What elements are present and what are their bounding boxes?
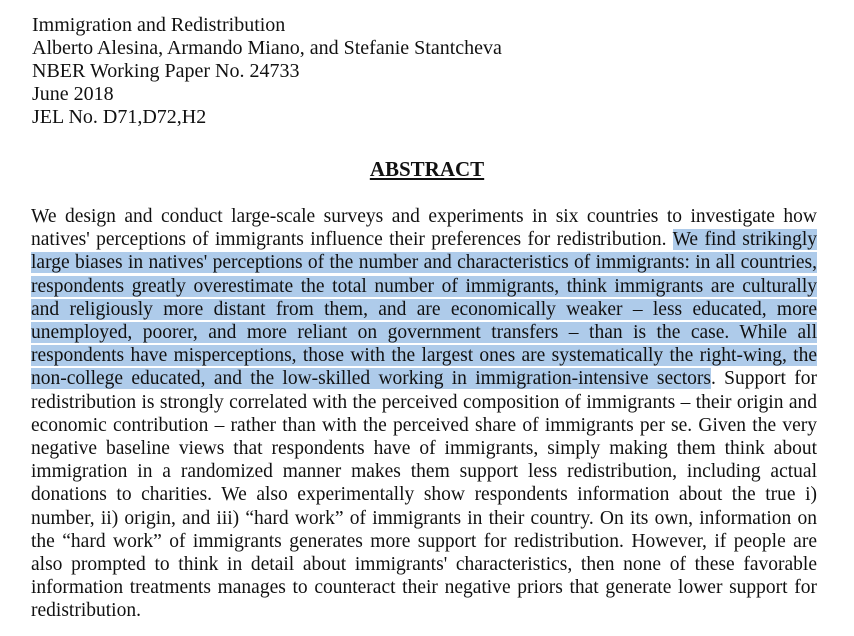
selected-text-highlight[interactable]: We find strikingly large biases in natives' perceptions of the number and characteristics of immigrants: in all countries, respondents greatly overestimate the total number of immigrants, think immigrants are culturally and religiously more distant from them, and are economically weaker – less educated, more unemployed, poorer, and more reliant on government transfers – than is the case. While all respondents have misperceptions, those with the largest ones are systematically the right-wing, the non-college educated, and the low-skilled working in immigration-intensive sectors — [31, 229, 817, 390]
abstract-heading: ABSTRACT — [369, 157, 485, 181]
paper-title: Immigration and Redistribution — [32, 14, 286, 36]
abstract-text-before-selection[interactable]: We design and conduct large-scale surveys and experiments in six countries to investigate how natives' perceptions of immigrants influence their preferences for redistribution. — [31, 206, 817, 251]
abstract-text-after-selection[interactable]: . Support for redistribution is strongly correlated with the perceived composition of immigrants – their origin and economic contribution – rather than with the perceived share of immigrants per se. Given the very negative baseline views that respondents have of immigrants, simply making them think about immigration in a randomized manner makes them support less redistribution, including actual donations to charities. We also experimentally show respondents information about the true i) number, ii) origin, and iii) “hard work” of immigrants in their country. On its own, information on the “hard work” of immigrants generates more support for redistribution. However, if people are also prompted to think in detail about immigrants' characteristics, then none of these favorable information treatments manages to counteract their negative priors that generate lower support for redistribution. — [31, 368, 817, 622]
paper-authors: Alberto Alesina, Armando Miano, and Stefanie Stantcheva — [32, 37, 502, 59]
abstract-body[interactable] — [31, 205, 817, 623]
paper-header — [32, 14, 502, 129]
paper-series: NBER Working Paper No. 24733 — [32, 60, 300, 82]
paper-date: June 2018 — [32, 83, 114, 105]
paper-jel-codes: JEL No. D71,D72,H2 — [32, 106, 207, 128]
